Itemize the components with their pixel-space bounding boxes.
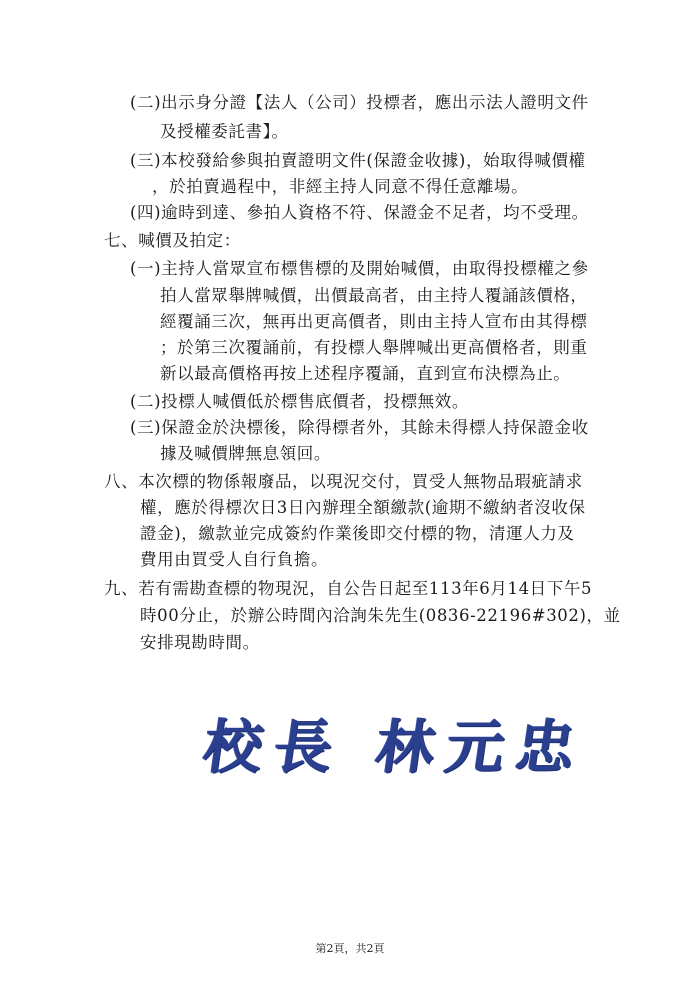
- page-number: 第2頁，共2頁: [315, 942, 385, 955]
- text-line: (三)本校發給參與拍賣證明文件(保證金收據)，始取得喊價權: [130, 151, 586, 170]
- section-heading: 九、若有需勘查標的物現況，自公告日起至113年6月14日下午5: [104, 579, 593, 598]
- text-line: (三)保證金於決標後，除得標者外，其餘未得標人持保證金收: [130, 418, 589, 437]
- text-line: (一)主持人當眾宣布標售標的及開始喊價，由取得投標權之參: [130, 259, 589, 278]
- section-heading: 八、本次標的物係報廢品，以現況交付，買受人無物品瑕疵請求: [104, 472, 583, 491]
- text-line: ；於第三次覆誦前，有投標人舉牌喊出更高價格者，則重: [160, 338, 588, 357]
- text-line: 拍人當眾舉牌喊價，出價最高者，由主持人覆誦該價格，: [160, 286, 588, 305]
- section-heading: 七、喊價及拍定：: [104, 231, 241, 250]
- text-line: (二)投標人喊價低於標售底價者，投標無效。: [130, 392, 469, 411]
- text-line: 權，應於得標次日3日內辦理全額繳款(逾期不繳納者沒收保: [140, 498, 586, 517]
- text-line: (二)出示身分證【法人（公司）投標者，應出示法人證明文件: [130, 93, 589, 112]
- text-line: 安排現勘時間。: [140, 633, 260, 652]
- text-line: 費用由買受人自行負擔。: [140, 550, 329, 569]
- text-line: 經覆誦三次，無再出更高價者，則由主持人宣布由其得標: [160, 312, 588, 331]
- principal-signature-stamp: 校長 林元忠: [199, 713, 592, 781]
- text-line: 據及喊價牌無息領回。: [160, 444, 331, 463]
- text-line: 時00分止，於辦公時間內洽詢朱先生(0836-22196#302)，並: [140, 606, 621, 625]
- text-line: (四)逾時到達、參拍人資格不符、保證金不足者，均不受理。: [130, 203, 589, 222]
- text-line: 新以最高價格再按上述程序覆誦，直到宣布決標為止。: [160, 364, 571, 383]
- text-line: 及授權委託書】。: [160, 122, 289, 141]
- text-line: ，於拍賣過程中，非經主持人同意不得任意離場。: [152, 177, 529, 196]
- text-line: 證金)，繳款並完成簽約作業後即交付標的物，清運人力及: [140, 524, 575, 543]
